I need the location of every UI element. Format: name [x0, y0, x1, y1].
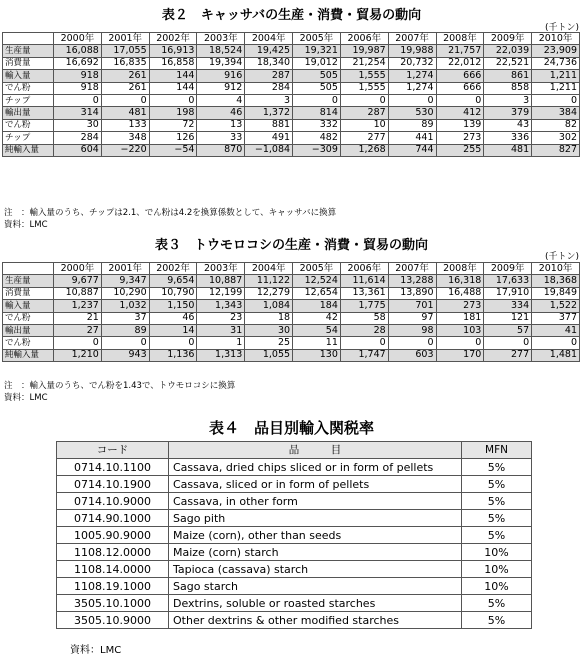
value-cell: 12,654 — [293, 287, 341, 299]
tariff-row — [57, 459, 532, 476]
value-cell: 505 — [293, 70, 341, 82]
table4-title: 表４ 品目別輸入関税率 — [208, 419, 374, 437]
tariff-row — [57, 544, 532, 561]
value-cell: 482 — [293, 132, 341, 144]
value-cell: 0 — [388, 337, 436, 349]
maize-table — [2, 262, 580, 362]
value-cell: 1,555 — [340, 70, 388, 82]
hs-code: 0714.10.1900 — [57, 476, 169, 493]
value-cell: 384 — [532, 107, 580, 119]
value-cell: 89 — [388, 119, 436, 131]
value-cell: 1,210 — [54, 349, 102, 361]
item-description: Maize (corn) starch — [169, 544, 462, 561]
value-cell: 103 — [436, 324, 484, 336]
year-header: 2007年 — [388, 263, 436, 275]
value-cell: 918 — [54, 70, 102, 82]
year-header: 2004年 — [245, 263, 293, 275]
value-cell: 314 — [54, 107, 102, 119]
value-cell: 1,522 — [532, 300, 580, 312]
value-cell: 11 — [293, 337, 341, 349]
value-cell: 18,368 — [532, 275, 580, 287]
value-cell: 261 — [101, 70, 149, 82]
value-cell: 43 — [484, 119, 532, 131]
hs-code: 1108.12.0000 — [57, 544, 169, 561]
value-cell: 11,614 — [340, 275, 388, 287]
tariff-row — [57, 476, 532, 493]
value-cell: 22,012 — [436, 57, 484, 69]
tariff-row — [57, 578, 532, 595]
value-cell: 19,321 — [293, 45, 341, 57]
value-cell: −54 — [149, 144, 197, 156]
value-cell: 943 — [101, 349, 149, 361]
value-cell: 12,279 — [245, 287, 293, 299]
table3-body — [3, 275, 580, 362]
value-cell: 604 — [54, 144, 102, 156]
tariff-row — [57, 510, 532, 527]
value-cell: 287 — [245, 70, 293, 82]
value-cell: 1,481 — [532, 349, 580, 361]
value-cell: 57 — [484, 324, 532, 336]
value-cell: 1,313 — [197, 349, 245, 361]
value-cell: −309 — [293, 144, 341, 156]
item-description: Maize (corn), other than seeds — [169, 527, 462, 544]
table4-header-row — [57, 442, 532, 459]
table2-notes — [4, 207, 336, 231]
value-cell: 1,268 — [340, 144, 388, 156]
row-label: チップ — [3, 132, 54, 144]
value-cell: 277 — [484, 349, 532, 361]
table-row — [3, 312, 580, 324]
item-description: Sago pith — [169, 510, 462, 527]
value-cell: 603 — [388, 349, 436, 361]
year-header: 2000年 — [54, 33, 102, 45]
value-cell: 1,237 — [54, 300, 102, 312]
value-cell: 89 — [101, 324, 149, 336]
value-cell: 334 — [484, 300, 532, 312]
value-cell: 18,340 — [245, 57, 293, 69]
value-cell: 255 — [436, 144, 484, 156]
table-row — [3, 107, 580, 119]
hs-code: 3505.10.9000 — [57, 612, 169, 629]
value-cell: 133 — [101, 119, 149, 131]
value-cell: 9,677 — [54, 275, 102, 287]
mfn-rate: 5% — [462, 459, 532, 476]
item-description: Dextrins, soluble or roasted starches — [169, 595, 462, 612]
table4-body — [57, 459, 532, 629]
year-header: 2002年 — [149, 263, 197, 275]
year-header: 2002年 — [149, 33, 197, 45]
value-cell: 41 — [532, 324, 580, 336]
value-cell: 22,039 — [484, 45, 532, 57]
value-cell: 0 — [532, 337, 580, 349]
year-header: 2008年 — [436, 33, 484, 45]
value-cell: 144 — [149, 82, 197, 94]
value-cell: 27 — [54, 324, 102, 336]
value-cell: 12,524 — [293, 275, 341, 287]
value-cell: 46 — [197, 107, 245, 119]
value-cell: 21,757 — [436, 45, 484, 57]
value-cell: 377 — [532, 312, 580, 324]
value-cell: 1,211 — [532, 70, 580, 82]
value-cell: 827 — [532, 144, 580, 156]
value-cell: 19,988 — [388, 45, 436, 57]
value-cell: 16,913 — [149, 45, 197, 57]
value-cell: 25 — [245, 337, 293, 349]
table2-header-row — [3, 33, 580, 45]
value-cell: 58 — [340, 312, 388, 324]
value-cell: 17,055 — [101, 45, 149, 57]
hs-code: 3505.10.1000 — [57, 595, 169, 612]
value-cell: 1,150 — [149, 300, 197, 312]
year-header: 2009年 — [484, 33, 532, 45]
row-label: 輸入量 — [3, 300, 54, 312]
value-cell: 505 — [293, 82, 341, 94]
value-cell: 0 — [54, 94, 102, 106]
value-cell: −1,084 — [245, 144, 293, 156]
year-header: 2010年 — [532, 33, 580, 45]
value-cell: 261 — [101, 82, 149, 94]
value-cell: 1,136 — [149, 349, 197, 361]
value-cell: 1,084 — [245, 300, 293, 312]
row-label: 純輸入量 — [3, 349, 54, 361]
value-cell: 10,790 — [149, 287, 197, 299]
tariff-row — [57, 561, 532, 578]
value-cell: 1,555 — [340, 82, 388, 94]
value-cell: 144 — [149, 70, 197, 82]
value-cell: 441 — [388, 132, 436, 144]
table-row — [3, 45, 580, 57]
row-label: 生産量 — [3, 45, 54, 57]
row-label: でん粉 — [3, 337, 54, 349]
value-cell: 20,732 — [388, 57, 436, 69]
value-cell: 1,055 — [245, 349, 293, 361]
value-cell: 0 — [436, 337, 484, 349]
corner-cell — [3, 263, 54, 275]
row-label: 消費量 — [3, 287, 54, 299]
value-cell: 0 — [532, 94, 580, 106]
cassava-table — [2, 32, 580, 157]
value-cell: 277 — [340, 132, 388, 144]
mfn-rate: 5% — [462, 527, 532, 544]
value-cell: 0 — [101, 337, 149, 349]
value-cell: 198 — [149, 107, 197, 119]
value-cell: 24,736 — [532, 57, 580, 69]
item-description: Cassava, sliced or in form of pellets — [169, 476, 462, 493]
value-cell: 1,747 — [340, 349, 388, 361]
value-cell: 22,521 — [484, 57, 532, 69]
item-description: Sago starch — [169, 578, 462, 595]
value-cell: 97 — [388, 312, 436, 324]
year-header: 2003年 — [197, 263, 245, 275]
value-cell: 10,887 — [197, 275, 245, 287]
hs-code: 1005.90.9000 — [57, 527, 169, 544]
value-cell: 16,088 — [54, 45, 102, 57]
value-cell: 3 — [484, 94, 532, 106]
item-description: Tapioca (cassava) starch — [169, 561, 462, 578]
year-header: 2004年 — [245, 33, 293, 45]
value-cell: 23,909 — [532, 45, 580, 57]
value-cell: 273 — [436, 300, 484, 312]
value-cell: 10,290 — [101, 287, 149, 299]
table-row — [3, 144, 580, 156]
row-label: 消費量 — [3, 57, 54, 69]
row-label: チップ — [3, 94, 54, 106]
value-cell: 10,887 — [54, 287, 102, 299]
mfn-rate: 5% — [462, 493, 532, 510]
code-header: コード — [57, 442, 169, 459]
table2-title: 表２ キャッサバの生産・消費・貿易の動向 — [161, 8, 422, 23]
table-row — [3, 94, 580, 106]
value-cell: 170 — [436, 349, 484, 361]
table-row — [3, 119, 580, 131]
table3-notes — [4, 380, 235, 404]
value-cell: 916 — [197, 70, 245, 82]
year-header: 2010年 — [532, 263, 580, 275]
value-cell: 82 — [532, 119, 580, 131]
value-cell: 17,910 — [484, 287, 532, 299]
table2-note: 注 ：輸入量のうち、チップは2.1、でん粉は4.2を換算係数として、キャッサバに換算 — [4, 208, 337, 218]
mfn-rate: 10% — [462, 561, 532, 578]
value-cell: 1,372 — [245, 107, 293, 119]
item-description: Other dextrins & other modified starches — [169, 612, 462, 629]
value-cell: 17,633 — [484, 275, 532, 287]
value-cell: 912 — [197, 82, 245, 94]
value-cell: 28 — [340, 324, 388, 336]
mfn-rate: 5% — [462, 612, 532, 629]
value-cell: 0 — [293, 94, 341, 106]
value-cell: 481 — [101, 107, 149, 119]
value-cell: 19,987 — [340, 45, 388, 57]
row-label: でん粉 — [3, 312, 54, 324]
value-cell: 10 — [340, 119, 388, 131]
value-cell: 666 — [436, 70, 484, 82]
value-cell: 0 — [436, 94, 484, 106]
table4-source: 資料：LMC — [70, 645, 122, 656]
value-cell: 858 — [484, 82, 532, 94]
item-header: 品 目 — [169, 442, 462, 459]
value-cell: 744 — [388, 144, 436, 156]
table-row — [3, 275, 580, 287]
value-cell: 37 — [101, 312, 149, 324]
value-cell: 1,343 — [197, 300, 245, 312]
tariff-row — [57, 493, 532, 510]
value-cell: 302 — [532, 132, 580, 144]
year-header: 2003年 — [197, 33, 245, 45]
value-cell: 336 — [484, 132, 532, 144]
value-cell: −220 — [101, 144, 149, 156]
value-cell: 21,254 — [340, 57, 388, 69]
hs-code: 0714.90.1000 — [57, 510, 169, 527]
row-label: 生産量 — [3, 275, 54, 287]
tariff-row — [57, 527, 532, 544]
table2-unit: (千トン) — [544, 23, 579, 33]
value-cell: 21 — [54, 312, 102, 324]
year-header: 2005年 — [293, 33, 341, 45]
value-cell: 139 — [436, 119, 484, 131]
table2-body — [3, 45, 580, 157]
corner-cell — [3, 33, 54, 45]
table3-title: 表３ トウモロコシの生産・消費・貿易の動向 — [154, 238, 428, 253]
mfn-rate: 5% — [462, 510, 532, 527]
value-cell: 881 — [245, 119, 293, 131]
value-cell: 861 — [484, 70, 532, 82]
value-cell: 54 — [293, 324, 341, 336]
row-label: 輸出量 — [3, 107, 54, 119]
row-label: 輸出量 — [3, 324, 54, 336]
value-cell: 530 — [388, 107, 436, 119]
value-cell: 42 — [293, 312, 341, 324]
value-cell: 16,858 — [149, 57, 197, 69]
value-cell: 72 — [149, 119, 197, 131]
value-cell: 16,692 — [54, 57, 102, 69]
value-cell: 814 — [293, 107, 341, 119]
table-row — [3, 132, 580, 144]
value-cell: 666 — [436, 82, 484, 94]
table3-unit: (千トン) — [544, 252, 579, 262]
value-cell: 126 — [149, 132, 197, 144]
mfn-rate: 5% — [462, 595, 532, 612]
value-cell: 16,835 — [101, 57, 149, 69]
year-header: 2006年 — [340, 263, 388, 275]
table-row — [3, 300, 580, 312]
value-cell: 1,211 — [532, 82, 580, 94]
value-cell: 18 — [245, 312, 293, 324]
value-cell: 0 — [149, 337, 197, 349]
value-cell: 918 — [54, 82, 102, 94]
value-cell: 1,032 — [101, 300, 149, 312]
hs-code: 1108.14.0000 — [57, 561, 169, 578]
table2-source: 資料：LMC — [4, 220, 48, 230]
value-cell: 491 — [245, 132, 293, 144]
value-cell: 12,199 — [197, 287, 245, 299]
value-cell: 19,394 — [197, 57, 245, 69]
value-cell: 1,274 — [388, 82, 436, 94]
year-header: 2006年 — [340, 33, 388, 45]
value-cell: 14 — [149, 324, 197, 336]
year-header: 2001年 — [101, 33, 149, 45]
tariff-row — [57, 595, 532, 612]
item-description: Cassava, in other form — [169, 493, 462, 510]
value-cell: 9,654 — [149, 275, 197, 287]
value-cell: 0 — [388, 94, 436, 106]
year-header: 2008年 — [436, 263, 484, 275]
table-row — [3, 57, 580, 69]
table3-header-row — [3, 263, 580, 275]
value-cell: 0 — [54, 337, 102, 349]
value-cell: 181 — [436, 312, 484, 324]
tariff-table — [56, 441, 532, 629]
value-cell: 1,274 — [388, 70, 436, 82]
table-row — [3, 337, 580, 349]
table-row — [3, 349, 580, 361]
value-cell: 33 — [197, 132, 245, 144]
hs-code: 0714.10.1100 — [57, 459, 169, 476]
value-cell: 13,288 — [388, 275, 436, 287]
value-cell: 379 — [484, 107, 532, 119]
table-row — [3, 324, 580, 336]
value-cell: 273 — [436, 132, 484, 144]
value-cell: 30 — [245, 324, 293, 336]
value-cell: 11,122 — [245, 275, 293, 287]
value-cell: 0 — [340, 337, 388, 349]
value-cell: 284 — [54, 132, 102, 144]
mfn-rate: 10% — [462, 578, 532, 595]
year-header: 2007年 — [388, 33, 436, 45]
hs-code: 1108.19.1000 — [57, 578, 169, 595]
value-cell: 16,318 — [436, 275, 484, 287]
value-cell: 0 — [484, 337, 532, 349]
value-cell: 1,775 — [340, 300, 388, 312]
mfn-rate: 10% — [462, 544, 532, 561]
value-cell: 130 — [293, 349, 341, 361]
value-cell: 31 — [197, 324, 245, 336]
value-cell: 701 — [388, 300, 436, 312]
value-cell: 19,425 — [245, 45, 293, 57]
value-cell: 412 — [436, 107, 484, 119]
row-label: 純輸入量 — [3, 144, 54, 156]
value-cell: 23 — [197, 312, 245, 324]
value-cell: 16,488 — [436, 287, 484, 299]
row-label: 輸入量 — [3, 70, 54, 82]
value-cell: 287 — [340, 107, 388, 119]
row-label: でん粉 — [3, 82, 54, 94]
value-cell: 284 — [245, 82, 293, 94]
year-header: 2009年 — [484, 263, 532, 275]
value-cell: 348 — [101, 132, 149, 144]
year-header: 2001年 — [101, 263, 149, 275]
mfn-rate: 5% — [462, 476, 532, 493]
value-cell: 4 — [197, 94, 245, 106]
table-row — [3, 70, 580, 82]
value-cell: 3 — [245, 94, 293, 106]
value-cell: 9,347 — [101, 275, 149, 287]
value-cell: 0 — [149, 94, 197, 106]
value-cell: 19,012 — [293, 57, 341, 69]
value-cell: 13 — [197, 119, 245, 131]
tariff-row — [57, 612, 532, 629]
table3-source: 資料：LMC — [4, 393, 48, 403]
value-cell: 19,849 — [532, 287, 580, 299]
hs-code: 0714.10.9000 — [57, 493, 169, 510]
value-cell: 184 — [293, 300, 341, 312]
table-row — [3, 287, 580, 299]
mfn-header: MFN — [462, 442, 532, 459]
value-cell: 46 — [149, 312, 197, 324]
value-cell: 121 — [484, 312, 532, 324]
year-header: 2005年 — [293, 263, 341, 275]
table-row — [3, 82, 580, 94]
value-cell: 13,890 — [388, 287, 436, 299]
value-cell: 1 — [197, 337, 245, 349]
value-cell: 30 — [54, 119, 102, 131]
value-cell: 0 — [101, 94, 149, 106]
value-cell: 13,361 — [340, 287, 388, 299]
value-cell: 332 — [293, 119, 341, 131]
value-cell: 98 — [388, 324, 436, 336]
value-cell: 870 — [197, 144, 245, 156]
value-cell: 0 — [340, 94, 388, 106]
row-label: でん粉 — [3, 119, 54, 131]
table3-note: 注 ：輸入量のうち、でん粉を1.43で、トウモロコシに換算 — [4, 381, 236, 391]
item-description: Cassava, dried chips sliced or in form of pellets — [169, 459, 462, 476]
value-cell: 481 — [484, 144, 532, 156]
year-header: 2000年 — [54, 263, 102, 275]
value-cell: 18,524 — [197, 45, 245, 57]
